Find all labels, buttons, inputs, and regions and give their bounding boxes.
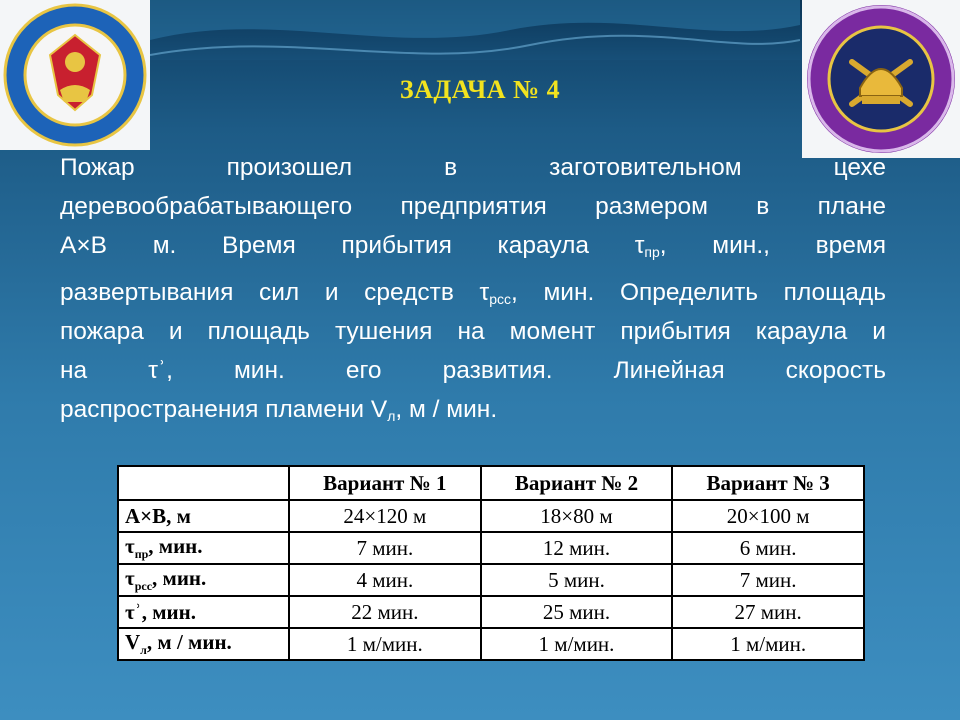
variants-table: [117, 465, 865, 661]
table-header-variant-1: Вариант № 1: [289, 466, 481, 500]
table-cell: 6 мин.: [672, 532, 864, 564]
table-cell: 1 м/мин.: [289, 628, 481, 660]
table-row: [118, 596, 864, 628]
table-row: [118, 500, 864, 532]
task-line-4: развертывания сил и средств $\tau_{рсс}$, мин. Определить площадь: [60, 279, 886, 307]
row-label-v-l: $V_л$, м / мин.: [118, 628, 289, 660]
table-header-row: [118, 466, 864, 500]
table-cell: 7 мин.: [672, 564, 864, 596]
table-row: [118, 532, 864, 564]
table-header-empty: [118, 466, 289, 500]
task-text: [60, 148, 886, 429]
table-cell: 12 мин.: [481, 532, 673, 564]
table-cell: 27 мин.: [672, 596, 864, 628]
page-title: ЗАДАЧА № 4: [399, 75, 561, 104]
task-line-5: пожара и площадь тушения на момент прибытия караула и: [60, 318, 886, 345]
table-header-variant-3: Вариант № 3: [672, 466, 864, 500]
table-cell: 5 мин.: [481, 564, 673, 596]
task-line-3: А×В м. Время прибытия караула $\tau_{пр}$, мин., время: [60, 232, 886, 260]
table-row: [118, 564, 864, 596]
table-cell: 18×80 м: [481, 500, 673, 532]
table-cell: 7 мин.: [289, 532, 481, 564]
task-line-2: деревообрабатывающего предприятия размером в плане: [60, 193, 887, 220]
row-label-axb: А×В, м: [118, 500, 289, 532]
table-header-variant-2: Вариант № 2: [481, 466, 673, 500]
task-line-1: Пожар произошел в заготовительном цехе: [60, 154, 887, 181]
row-label-tau-pr: $\tau_{пр}$, мин.: [118, 532, 289, 564]
decorative-wave: [150, 0, 800, 70]
table-cell: 1 м/мин.: [481, 628, 673, 660]
table-cell: 25 мин.: [481, 596, 673, 628]
table-cell: 1 м/мин.: [672, 628, 864, 660]
table-cell: 24×120 м: [289, 500, 481, 532]
row-label-tau-rss: $\tau_{рсс}$, мин.: [118, 564, 289, 596]
task-line-7: распространения пламени $V_л$, м / мин.: [60, 396, 498, 424]
table-row: [118, 628, 864, 660]
table-cell: 20×100 м: [672, 500, 864, 532]
row-label-tau-prime: τʾ, мин.: [118, 596, 289, 628]
task-line-6: на τʾ, мин. его развития. Линейная скорость: [60, 357, 887, 384]
table-cell: 4 мин.: [289, 564, 481, 596]
table-cell: 22 мин.: [289, 596, 481, 628]
